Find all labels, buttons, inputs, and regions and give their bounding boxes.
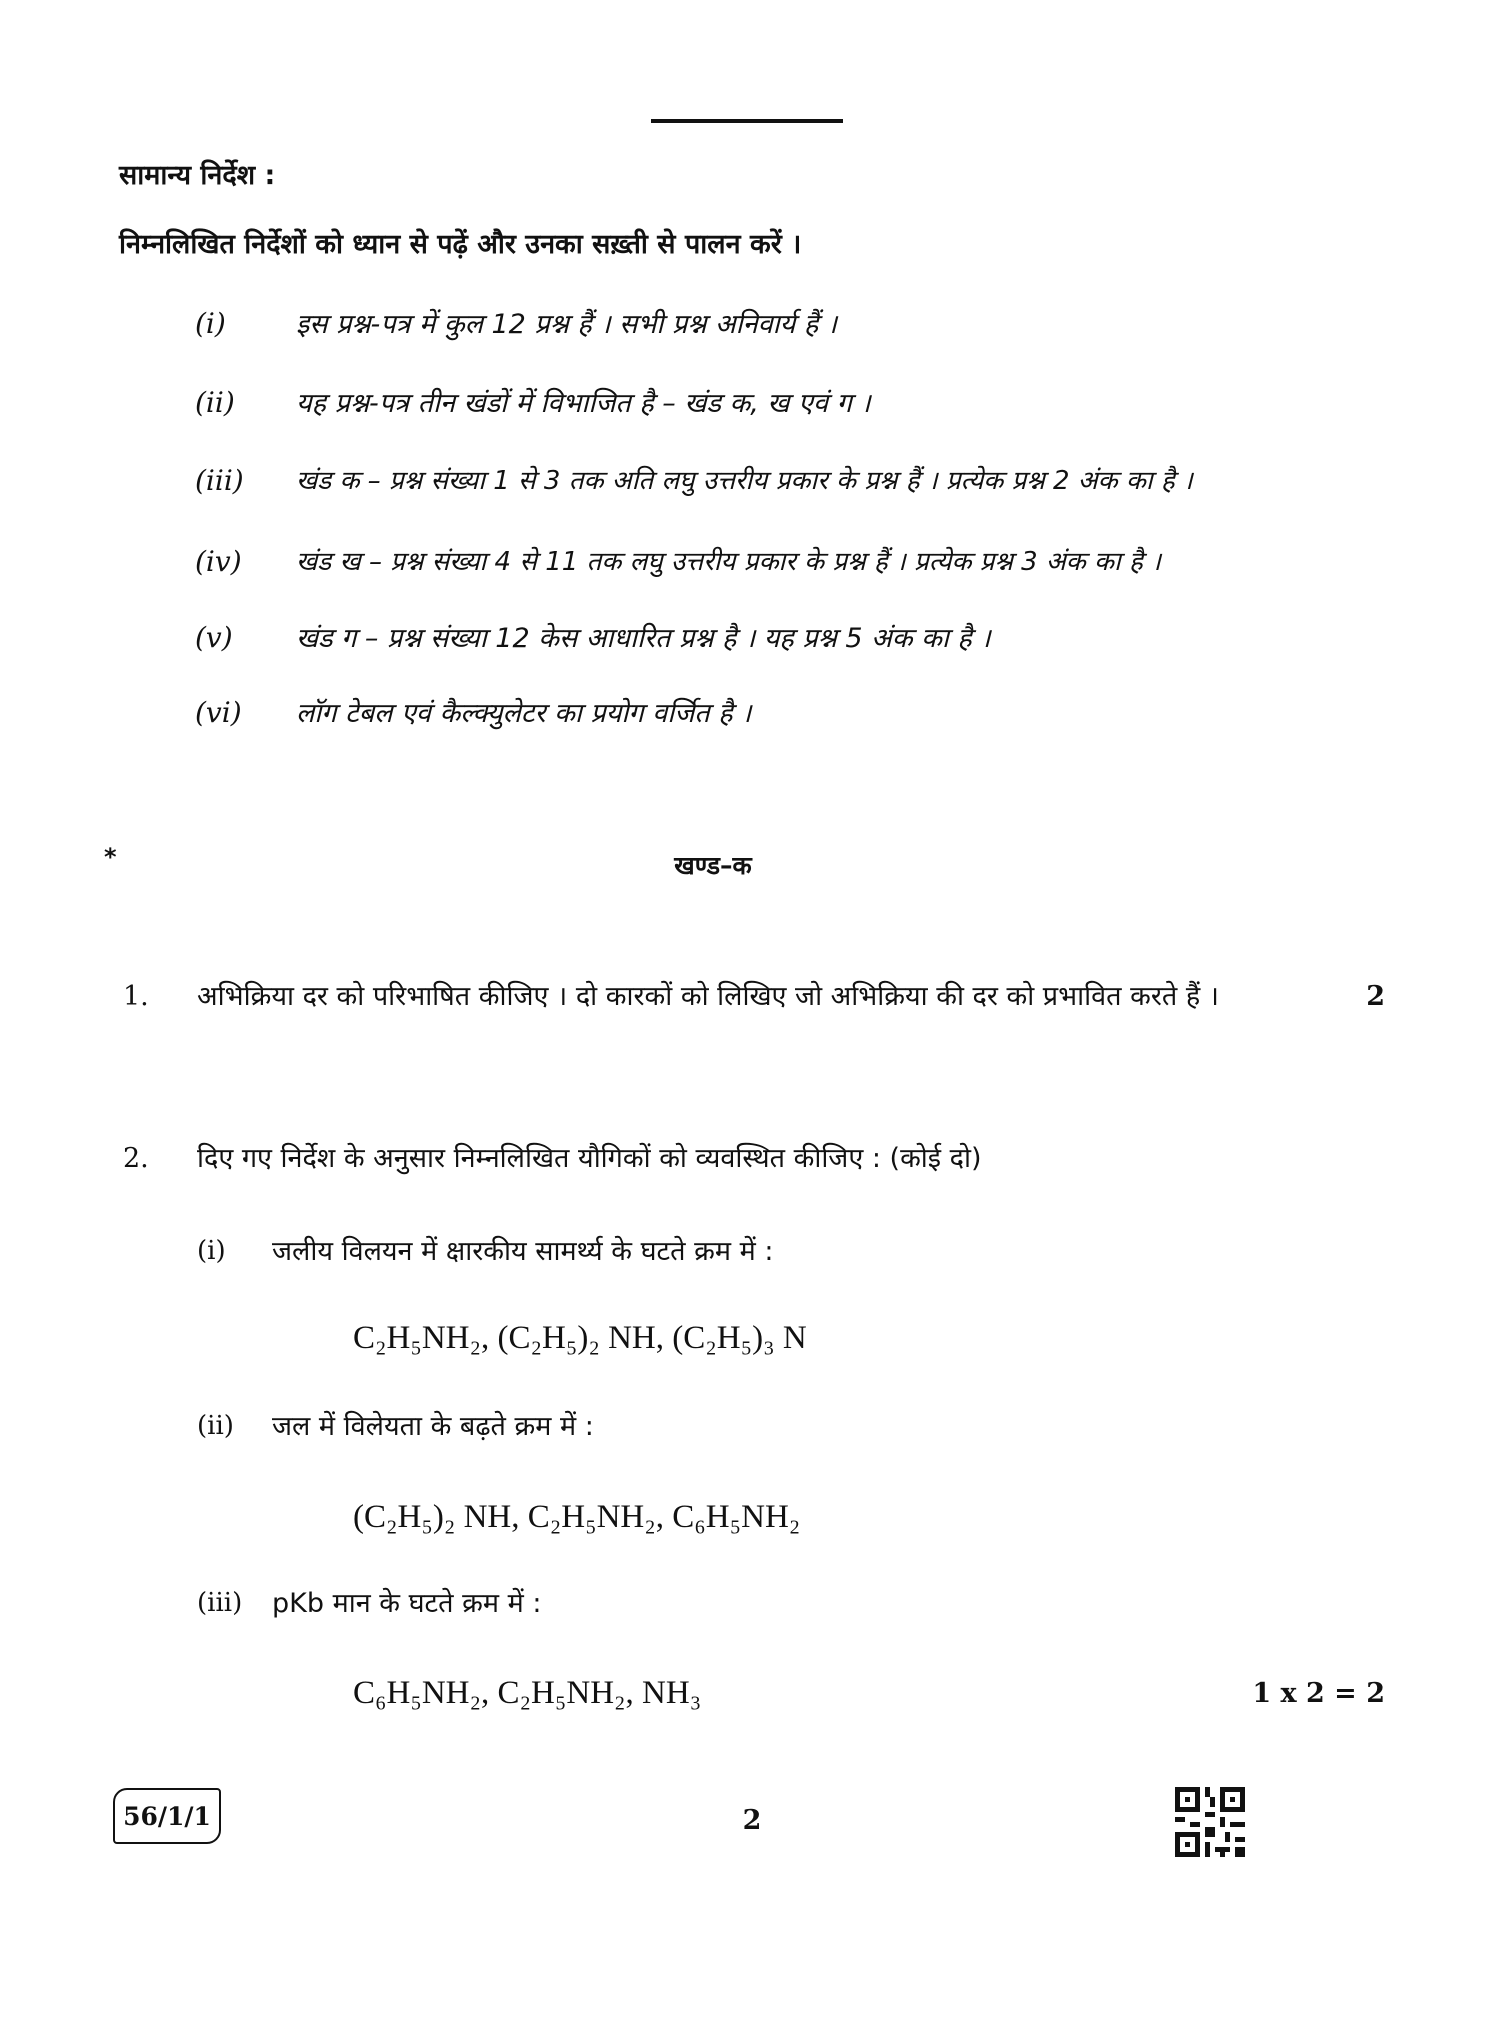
instruction-intro: निम्नलिखित निर्देशों को ध्यान से पढ़ें और उनका सख़्ती से पालन करें ।: [119, 229, 802, 260]
top-rule: [651, 119, 843, 123]
instruction-label: (iii): [195, 464, 244, 497]
part-label: (iii): [197, 1588, 243, 1618]
section-title: खण्ड–क: [674, 851, 752, 880]
chemical-formula: (C₂H₅)₂ NH, C₂H₅NH₂, C₆H₅NH₂: [353, 1499, 801, 1535]
paper-code: 56/1/1: [123, 1801, 211, 1831]
instruction-text: खंड ख – प्रश्न संख्या 4 से 11 तक लघु उत्तरीय प्रकार के प्रश्न हैं । प्रत्येक प्रश्न 3 अंक का है ।: [296, 547, 1161, 577]
question-text: अभिक्रिया दर को परिभाषित कीजिए । दो कारकों को लिखिए जो अभिक्रिया की दर को प्रभावित करते हैं ।: [197, 981, 1220, 1012]
question-marks: 2: [1366, 981, 1385, 1012]
asterisk-marker: *: [104, 843, 117, 871]
part-text: pKb मान के घटते क्रम में :: [272, 1588, 542, 1619]
chemical-formula: C₂H₅NH₂, (C₂H₅)₂ NH, (C₂H₅)₃ N: [353, 1320, 807, 1356]
instruction-label: (i): [195, 307, 226, 340]
question-marks: 1 x 2 = 2: [1252, 1678, 1385, 1709]
part-text: जलीय विलयन में क्षारकीय सामर्थ्य के घटते क्रम में :: [272, 1236, 774, 1267]
paper-code-badge: [113, 1788, 221, 1844]
general-instructions-title: सामान्य निर्देश :: [119, 160, 276, 191]
instruction-label: (ii): [195, 386, 235, 419]
instruction-text: यह प्रश्न-पत्र तीन खंडों में विभाजित है – खंड क, ख एवं ग ।: [296, 388, 871, 419]
qr-code-icon: [1175, 1787, 1245, 1857]
question-text: दिए गए निर्देश के अनुसार निम्नलिखित यौगिकों को व्यवस्थित कीजिए : (कोई दो): [197, 1143, 982, 1174]
instruction-text: लॉग टेबल एवं कैल्क्युलेटर का प्रयोग वर्जित है ।: [296, 698, 752, 729]
instruction-text: खंड ग – प्रश्न संख्या 12 केस आधारित प्रश्न है । यह प्रश्न 5 अंक का है ।: [296, 623, 991, 654]
question-number: 1.: [123, 981, 149, 1012]
question-number: 2.: [123, 1143, 149, 1174]
instruction-text: इस प्रश्न-पत्र में कुल 12 प्रश्न हैं । सभी प्रश्न अनिवार्य हैं ।: [296, 309, 838, 340]
instruction-label: (iv): [195, 545, 242, 578]
instruction-text: खंड क – प्रश्न संख्या 1 से 3 तक अति लघु उत्तरीय प्रकार के प्रश्न हैं । प्रत्येक प्रश्न 2 अंक का है ।: [296, 466, 1193, 496]
part-label: (i): [197, 1236, 226, 1266]
instruction-label: (v): [195, 621, 233, 654]
part-text: जल में विलेयता के बढ़ते क्रम में :: [272, 1411, 594, 1442]
page-number: 2: [742, 1805, 762, 1836]
instruction-label: (vi): [195, 696, 242, 729]
chemical-formula: C₆H₅NH₂, C₂H₅NH₂, NH₃: [353, 1675, 702, 1711]
part-label: (ii): [197, 1411, 234, 1441]
